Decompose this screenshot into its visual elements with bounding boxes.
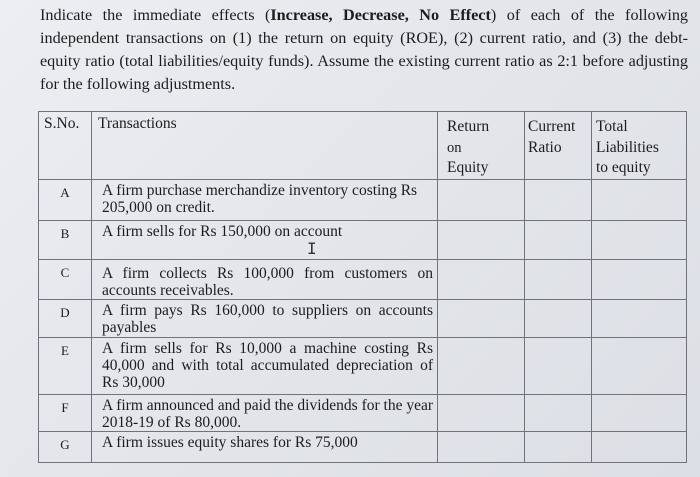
header-cr-line1: Current [528, 118, 576, 135]
roe-cell[interactable] [438, 431, 525, 462]
liabilities-equity-cell[interactable] [592, 220, 687, 259]
liabilities-equity-cell[interactable] [592, 394, 687, 431]
header-return-on-equity [438, 112, 525, 180]
row-sno: E [39, 337, 92, 394]
roe-cell[interactable] [438, 394, 525, 431]
row-sno: G [39, 431, 92, 462]
header-tl-line1: Total [596, 118, 628, 135]
liabilities-equity-cell[interactable] [592, 431, 687, 462]
row-transaction: A firm sells for Rs 150,000 on account [92, 220, 438, 259]
current-ratio-cell[interactable] [525, 220, 592, 259]
current-ratio-cell[interactable] [525, 431, 592, 462]
current-ratio-cell[interactable] [525, 179, 592, 220]
roe-cell[interactable] [438, 299, 525, 337]
header-transactions: Transactions [92, 112, 438, 180]
current-ratio-cell[interactable] [525, 394, 592, 431]
roe-cell[interactable] [438, 179, 525, 220]
header-cr-line2: Ratio [528, 138, 562, 156]
liabilities-equity-cell[interactable] [592, 299, 687, 337]
row-sno: F [39, 394, 92, 431]
header-total-liabilities-to-equity [592, 112, 687, 180]
row-sno: D [39, 299, 92, 337]
roe-cell[interactable] [438, 220, 525, 259]
row-sno: B [39, 220, 92, 259]
header-roe-line2: on [447, 139, 462, 156]
row-transaction: A firm issues equity shares for Rs 75,000 [92, 431, 438, 462]
text-cursor-icon: I [307, 239, 317, 258]
current-ratio-cell[interactable] [525, 299, 592, 337]
liabilities-equity-cell[interactable] [592, 337, 687, 394]
table-header-row [39, 112, 687, 180]
table-row [39, 299, 687, 337]
header-current-ratio [525, 112, 592, 180]
header-roe-line1: Return [447, 118, 490, 135]
table-row [39, 220, 687, 259]
row-transaction: A firm sells for Rs 10,000 a machine costing Rs 40,000 and with total accumulated depreciation of Rs 30,000 [92, 337, 438, 394]
roe-cell[interactable] [438, 337, 525, 394]
table-row [39, 337, 687, 394]
roe-cell[interactable] [438, 259, 525, 299]
liabilities-equity-cell[interactable] [592, 259, 687, 299]
row-transaction: A firm pays Rs 160,000 to suppliers on accounts payables [92, 299, 438, 337]
header-sno: S.No. [39, 112, 92, 180]
row-transaction: A firm purchase merchandize inventory costing Rs 205,000 on credit. [92, 179, 438, 220]
transactions-table [38, 111, 687, 463]
header-tl-line3: to equity [596, 159, 651, 176]
table-row [39, 431, 687, 462]
row-sno: C [39, 259, 92, 299]
row-transaction: A firm collects Rs 100,000 from customers on accounts receivables. [92, 259, 438, 299]
header-tl-line2: Liabilities [596, 138, 659, 156]
table-row [39, 394, 687, 431]
header-roe-line3: Equity [447, 159, 489, 176]
row-transaction: A firm announced and paid the dividends for the year 2018-19 of Rs 80,000. [92, 394, 438, 431]
liabilities-equity-cell[interactable] [592, 179, 687, 220]
table-row [39, 179, 687, 220]
question-part2: ) of each of the following independent transactions on (1) the return on equity (ROE), (2) current ratio, and (3) the debt-equity ratio (total liabilities/equity funds). Assume the existing current ratio as 2:1 before adjusting for the following adjustments. [40, 6, 689, 93]
question-text [40, 4, 688, 96]
current-ratio-cell[interactable] [525, 337, 592, 394]
current-ratio-cell[interactable] [525, 259, 592, 299]
table-row [39, 259, 687, 299]
row-sno: A [39, 179, 92, 220]
question-bold-options: Increase, Decrease, No Effect [270, 6, 491, 24]
question-part1: Indicate the immediate effects ( [40, 6, 271, 24]
